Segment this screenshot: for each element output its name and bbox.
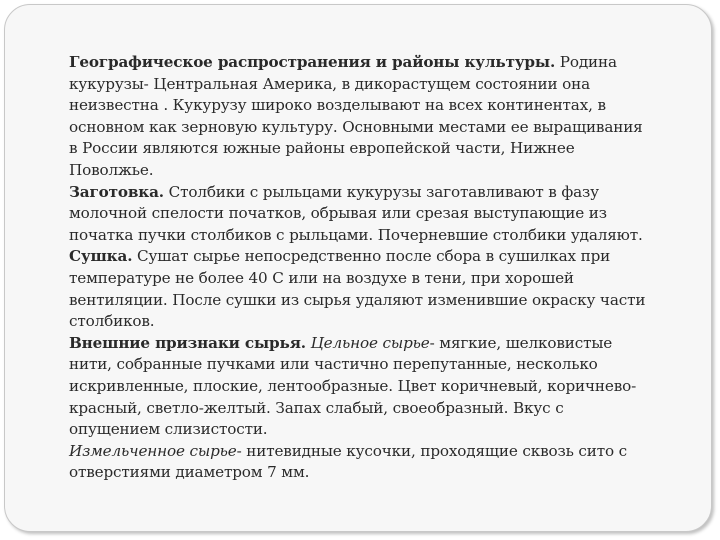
heading-harvesting: Заготовка. xyxy=(69,182,164,201)
body-harvesting: Столбики с рыльцами кукурузы заготавливают в фазу молочной спелости початков, обрывая или срезая выступающие из початка пучки столбиков с рыльцами. Почерневшие столбики удаляют. xyxy=(69,182,643,244)
heading-geography: Географическое распространения и районы культуры. xyxy=(69,53,556,71)
paragraph-crushed-raw-material xyxy=(69,441,649,484)
paragraph-external-signs xyxy=(69,333,649,441)
body-crushed-raw-material: - нитевидные кусочки, проходящие сквозь сито с отверстиями диаметром 7 мм. xyxy=(69,441,628,482)
body-whole-raw-material: - мягкие, шелковистые нити, собранные пучками или частично перепутанные, несколько искривленные, плоские, лентообразные. Цвет коричневый, коричнево-красный, светло-желтый. Запах слабый, своеобразный. Вкус с опущением слизистости. xyxy=(69,333,637,439)
paragraph-drying xyxy=(69,246,649,332)
paragraph-harvesting xyxy=(69,182,649,247)
document-text xyxy=(69,52,649,484)
heading-external-signs: Внешние признаки сырья. xyxy=(69,333,306,352)
term-crushed-raw-material: Измельченное сырье xyxy=(69,441,237,460)
body-drying: Сушат сырье непосредственно после сбора в сушилках при температуре не более 40 С или на воздухе в тени, при хорошей вентиляции. После сушки из сырья удаляют изменившие окраску части столбиков. xyxy=(69,247,646,331)
term-whole-raw-material: Цельное сырье xyxy=(305,333,430,352)
heading-drying: Сушка. xyxy=(69,247,133,266)
body-geography: Родина кукурузы- Центральная Америка, в дикорастущем состоянии она неизвестна . Кукурузу широко возделывают на всех континентах, в основном как зерновую культуру. Основными местами ее выращивания в России являются южные районы европейской части, Нижнее Поволжье. xyxy=(69,53,643,179)
paragraph-geography xyxy=(69,52,649,182)
